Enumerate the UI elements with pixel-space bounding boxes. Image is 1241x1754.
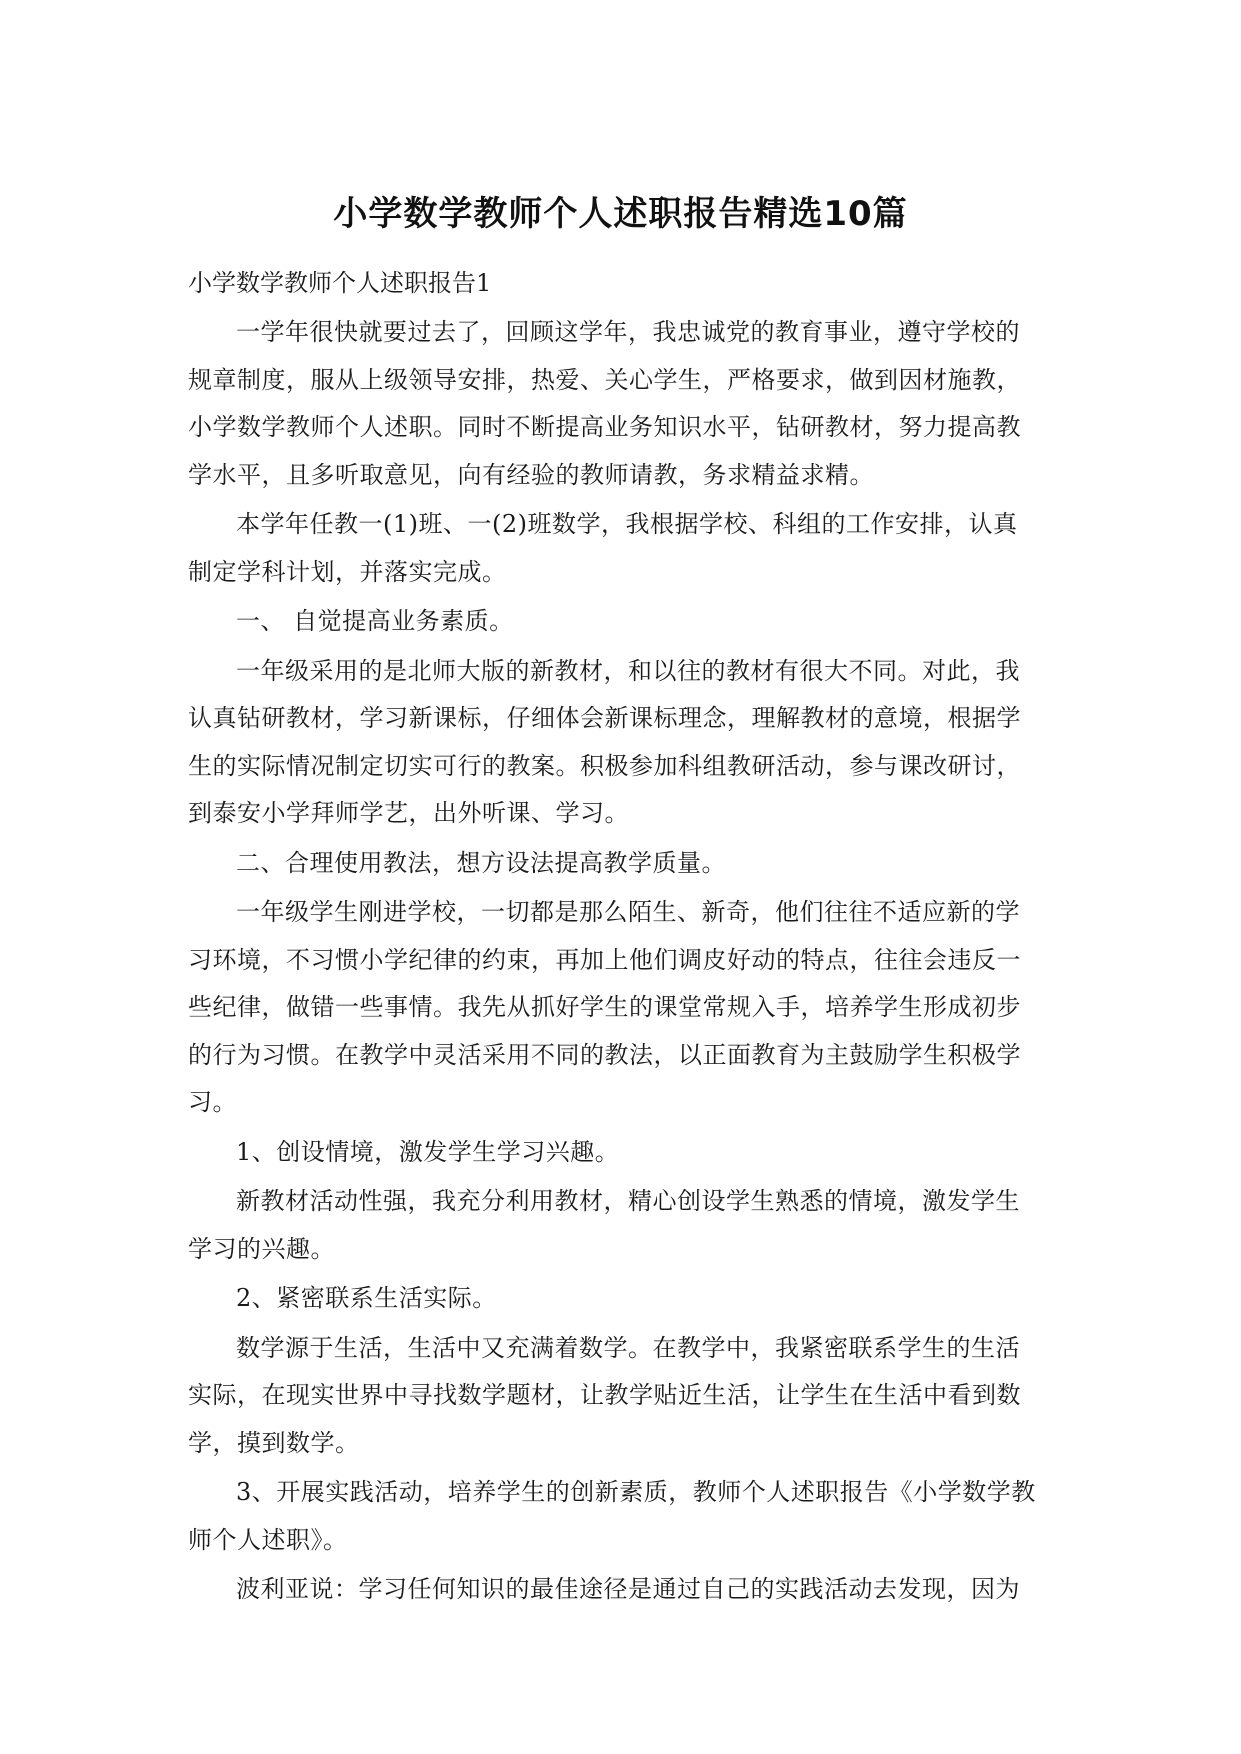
paragraph [188, 648, 1053, 838]
paragraph-line: 学，摸到数学。 [188, 1428, 360, 1457]
paragraph-heading [188, 598, 1053, 646]
paragraph-line: 二、合理使用教法，想方设法提高教学质量。 [236, 848, 726, 877]
paragraph-line: 到泰安小学拜师学艺，出外听课、学习。 [188, 799, 629, 827]
paragraph-heading [188, 1129, 1053, 1177]
paragraph-line: 2、紧密联系生活实际。 [236, 1284, 497, 1312]
paragraph-heading [188, 840, 1053, 888]
paragraph-line: 习环境，不习惯小学纪律的约束，再加上他们调皮好动的特点，往往会违反一 [188, 945, 1021, 974]
paragraph-line: 3、开展实践活动，培养学生的创新素质，教师个人述职报告《小学数学教 [236, 1478, 1036, 1506]
paragraph-line: 认真钻研教材，学习新课标，仔细体会新课标理念，理解教材的意境，根据学 [188, 704, 1021, 732]
paragraph [188, 309, 1053, 499]
document-title: 小学数学教师个人述职报告精选10篇 [333, 194, 908, 234]
paragraph [188, 889, 1053, 1127]
paragraph-line: 学习的兴趣。 [188, 1234, 335, 1263]
section-heading: 小学数学教师个人述职报告1 [188, 269, 492, 297]
paragraph [188, 501, 1053, 596]
paragraph-line: 数学源于生活，生活中又充满着数学。在教学中，我紧密联系学生的生活 [236, 1333, 1020, 1362]
paragraph [188, 1178, 1053, 1273]
paragraph-line: 实际，在现实世界中寻找数学题材，让教学贴近生活，让学生在生活中看到数 [188, 1381, 1021, 1409]
paragraph-line: 习。 [188, 1088, 237, 1116]
paragraph-line: 一年级学生刚进学校，一切都是那么陌生、新奇，他们往往不适应新的学 [236, 898, 1020, 926]
paragraph-line: 本学年任教一(1)班、一(2)班数学，我根据学校、科组的工作安排，认真 [236, 510, 1018, 538]
paragraph-heading [188, 1275, 1053, 1323]
paragraph-line: 波利亚说：学习任何知识的最佳途径是通过自己的实践活动去发现，因为 [236, 1575, 1020, 1603]
paragraph [188, 1469, 1053, 1564]
paragraph [188, 1566, 1053, 1614]
paragraph-line: 的行为习惯。在教学中灵活采用不同的教法，以正面教育为主鼓励学生积极学 [188, 1040, 1021, 1069]
paragraph-line: 规章制度，服从上级领导安排，热爱、关心学生，严格要求，做到因材施教， [188, 365, 1021, 394]
paragraph-line: 小学数学教师个人述职。同时不断提高业务知识水平，钻研教材，努力提高教 [188, 413, 1021, 441]
paragraph [188, 1325, 1053, 1468]
paragraph-line: 生的实际情况制定切实可行的教案。积极参加科组教研活动，参与课改研讨， [188, 751, 1021, 780]
paragraph-line: 一年级采用的是北师大版的新教材，和以往的教材有很大不同。对此，我 [236, 656, 1020, 685]
paragraph-line: 新教材活动性强，我充分利用教材，精心创设学生熟悉的情境，激发学生 [236, 1187, 1020, 1215]
paragraph-line: 一、 自觉提高业务素质。 [236, 607, 514, 635]
paragraph-line: 学水平，且多听取意见，向有经验的教师请教，务求精益求精。 [188, 460, 874, 489]
paragraph-line: 制定学科计划，并落实完成。 [188, 557, 507, 586]
paragraph-line: 师个人述职》。 [188, 1525, 348, 1554]
paragraph-line: 些纪律，做错一些事情。我先从抓好学生的课堂常规入手，培养学生形成初步 [188, 993, 1021, 1021]
paragraph-line: 一学年很快就要过去了，回顾这学年，我忠诚党的教育事业，遵守学校的 [236, 318, 1020, 346]
paragraph-line: 1、创设情境，激发学生学习兴趣。 [236, 1137, 620, 1166]
